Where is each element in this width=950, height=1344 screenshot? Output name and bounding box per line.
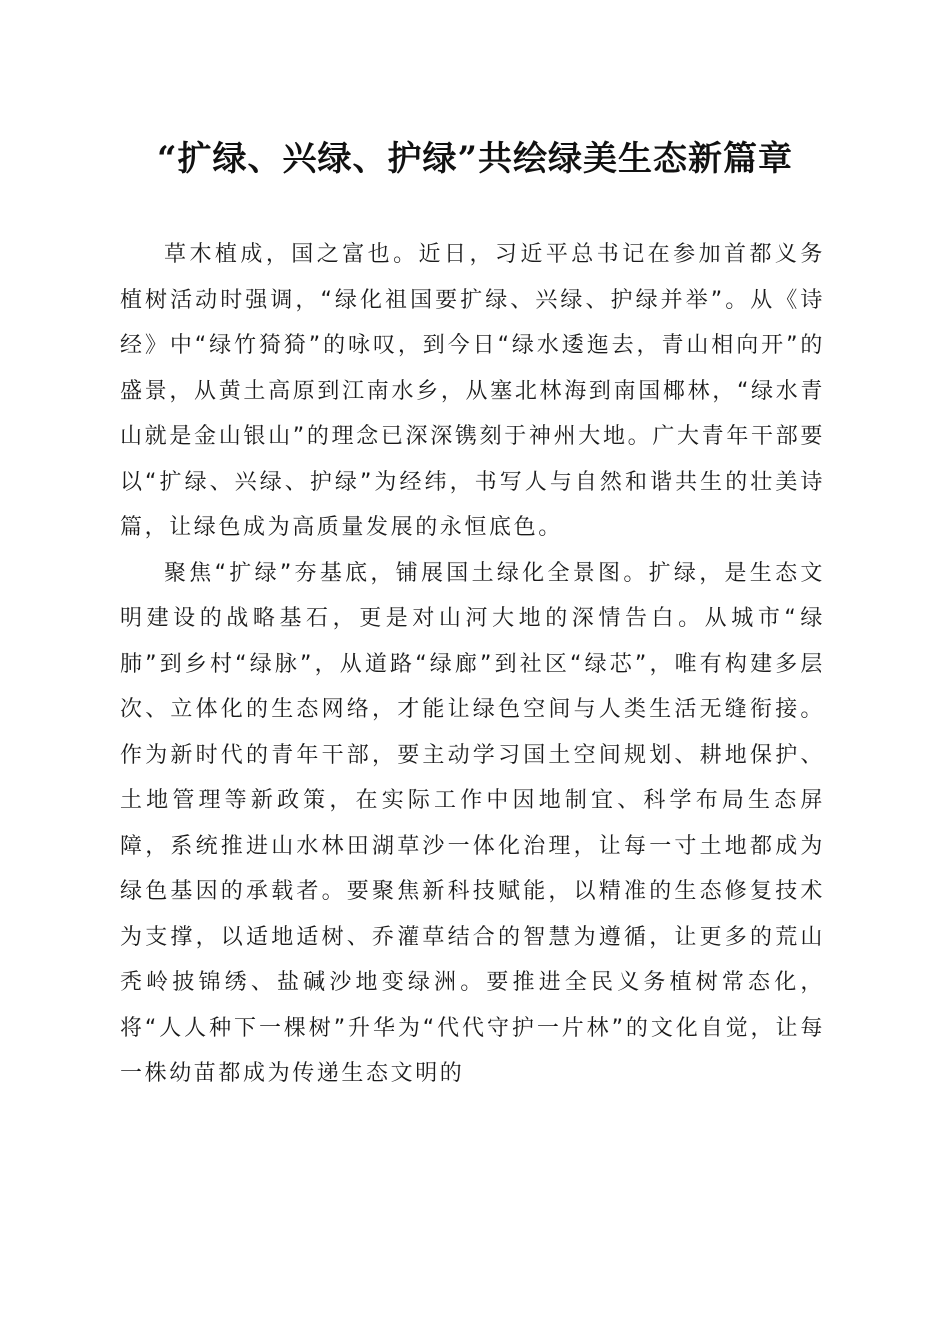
document-body: [120, 232, 825, 1097]
document-title: “扩绿、兴绿、护绿”共绘绿美生态新篇章: [156, 139, 794, 179]
paragraph-2: 聚焦“扩绿”夯基底，铺展国土绿化全景图。扩绿，是生态文明建设的战略基石，更是对山河大地的深情告白。从城市“绿肺”到乡村“绿脉”，从道路“绿廊”到社区“绿芯”，唯有构建多层次、立体化的生态网络，才能让绿色空间与人类生活无缝衔接。作为新时代的青年干部，要主动学习国土空间规划、耕地保护、土地管理等新政策，在实际工作中因地制宜、科学布局生态屏障，系统推进山水林田湖草沙一体化治理，让每一寸土地都成为绿色基因的承载者。要聚焦新科技赋能，以精准的生态修复技术为支撑，以适地适树、乔灌草结合的智慧为遵循，让更多的荒山秃岭披锦绣、盐碱沙地变绿洲。要推进全民义务植树常态化，将“人人种下一棵树”升华为“代代守护一片林”的文化自觉，让每一株幼苗都成为传递生态文明的: [120, 560, 825, 1086]
paragraph-1: 草木植成，国之富也。近日，习近平总书记在参加首都义务植树活动时强调，“绿化祖国要扩绿、兴绿、护绿并举”。从《诗经》中“绿竹猗猗”的咏叹，到今日“绿水逶迤去，青山相向开”的盛景，从黄土高原到江南水乡，从塞北林海到南国椰林，“绿水青山就是金山银山”的理念已深深镌刻于神州大地。广大青年干部要以“扩绿、兴绿、护绿”为经纬，书写人与自然和谐共生的壮美诗篇，让绿色成为高质量发展的永恒底色。: [120, 242, 825, 540]
